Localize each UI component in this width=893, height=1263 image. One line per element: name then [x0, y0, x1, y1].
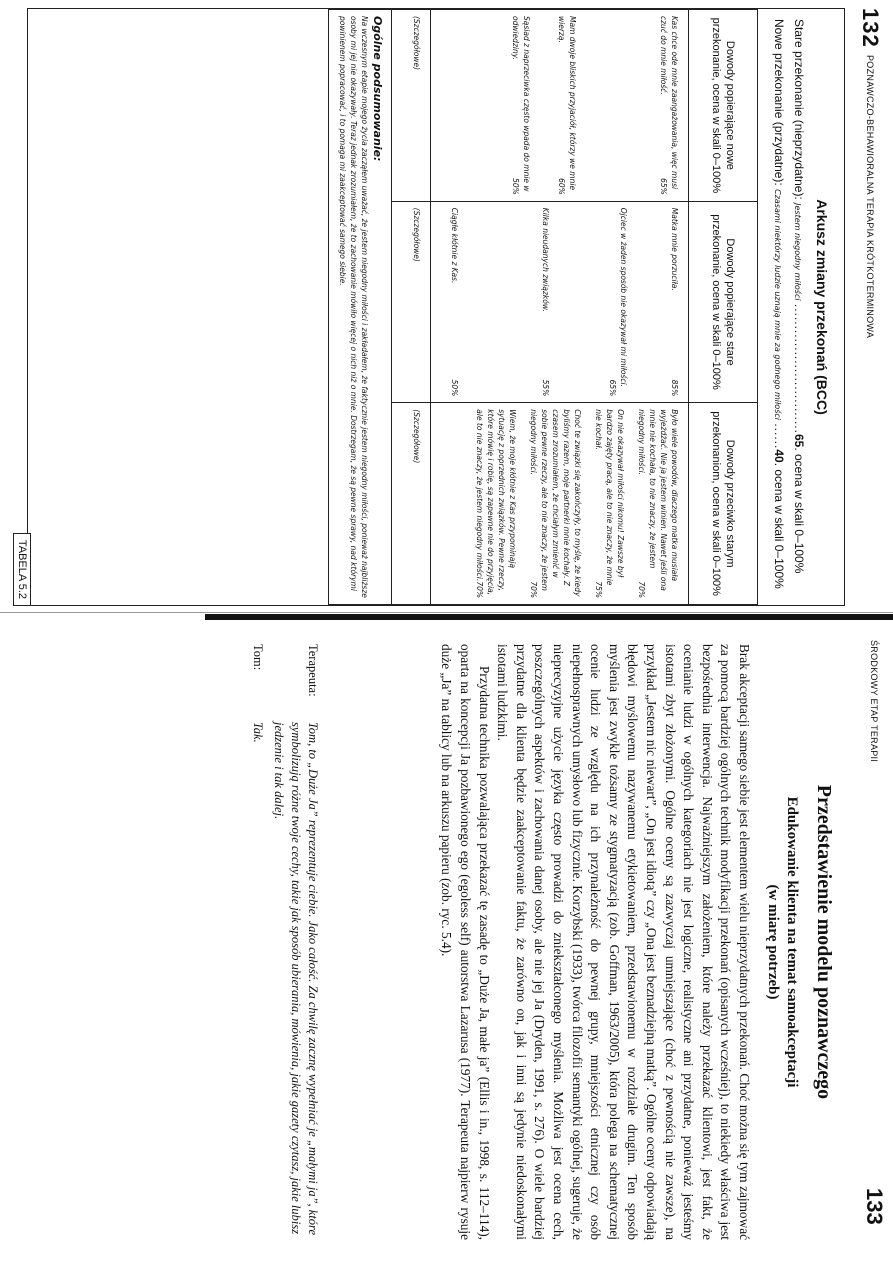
body-text: [437, 644, 753, 1240]
summary-cell: [329, 10, 392, 605]
bcc-title: Arkusz zmiany przekonań (BCC): [814, 199, 830, 415]
evidence-entry: Mam dwoje bliskich przyjaciół, którzy we mnie wierzą. 60%: [557, 16, 577, 195]
new-belief-line: Nowe przekonanie (przydatne): Czasami niektórzy ludzie uznają mnie za godnego miłości ......40. ocena w skali 0–100%: [772, 19, 786, 589]
detail-cell: (Szczegółowe): [392, 201, 431, 402]
evidence-row: [431, 10, 689, 605]
evidence-entry: Ciągłe kłótnie z Kas. 50%: [450, 207, 459, 397]
page-gutter-line: [0, 612, 893, 613]
running-header-132: POZNAWCZO-BEHAWIORALNA TERAPIA KRÓTKOTERMINOWA: [865, 55, 875, 339]
col3-cell: [431, 403, 689, 605]
evidence-entry: Matka mnie porzuciła. 85%: [670, 207, 679, 397]
paragraph: Brak akceptacji samego siebie jest elementem wielu nieprzydatnych przekonań. Choć można się tym zajmować za pomocą bardziej ogólnych technik modyfikacji przekonań (opisanych wcześniej), to niekiedy właściwa jest bezpośrednia interwencja. Najważniejszym założeniem, które należy przekazać klientowi, jest fakt, że ocenianie ludzi w ogólnych kategoriach nie jest logiczne, realistyczne ani przydatne, ponieważ jesteśmy istotami zbyt złożonymi. Ogólne oceny są zazwyczaj umniejszające (choć z pewnością nie zawsze), na przykład „Jestem nic niewart”, „On jest idiotą” czy „Ona jest beznadziejną matką”. Ogólne oceny odpowiadają błędowi myślowemu nazywanemu etykietowaniem, przedstawionemu w rozdziale drugim. Ten sposób myślenia jest zwykle tożsamy ze stygmatyzacją (zob. Goffman, 1963/2005), która polega na schematycznej ocenie ludzi ze względu na ich przynależność do pewnej grupy, mniejszości etnicznej czy osób niepełnosprawnych umysłowo lub fizycznie. Korzybski (1933), twórca filozofii semantyki ogólnej, sugeruje, że nieprecyzyjne użycie języka często prowadzi do zniekształconego myślenia. Możliwa jest ocena cech, poszczególnych aspektów i zachowania danej osoby, ale nie jej Ja (Dryden, 1991, s. 276). O wiele bardziej przydatne dla klienta będzie zaakceptowanie faktu, że zarówno on, jak i inni są jedynie niedoskonałymi istotami ludzkimi.: [495, 644, 752, 1240]
summary-row: [329, 10, 392, 605]
page-132: [0, 0, 893, 620]
evidence-entry: Kas chce ode mnie zaangażowania, więc musi czuć do mnie miłość. 65%: [659, 16, 679, 195]
subsection-note: (w miarę potrzeb): [765, 884, 781, 1000]
bcc-form: [27, 8, 845, 606]
paragraph: Przydatna technika pozwalająca przekazać tę zasadę to „Duże Ja, małe ja” (Ellis i in., 1998, s. 112–114), oparta na koncepcji Ja pozbawionego ego (egoless self) autorstwa Lazarusa (1977). Terapeuta najpierw rysuje duże „Ja” na tablicy lub na arkuszu papieru (zob. ryc. 5.4).: [439, 644, 492, 1240]
evidence-entry: Sąsiad z naprzeciwka często wpada do mnie w odwiedziny. 50%: [511, 16, 531, 195]
subsection-title: [763, 632, 801, 1252]
speaker: Tom:: [251, 644, 265, 671]
summary-label: Ogólne podsumowanie:: [371, 16, 384, 162]
detail-cell: (Szczegółowe): [392, 10, 431, 202]
page-133: [0, 632, 893, 1252]
table-tag: TABELA 5.2: [13, 533, 31, 606]
running-header-133: ŚRODKOWY ETAP TERAPII: [869, 640, 879, 763]
evidence-entry: Wiem, że moje kłótnie z Kas przypominają sytuację z poprzednich związków. Pewne rzeczy, które mówię i robię, są zapewne nie do przyjęcia, ale to nie znaczy, że jestem niegodny miłości. 70%: [475, 409, 517, 598]
evidence-entry: Ojciec w żaden sposób nie okazywał mi miłości. 65%: [608, 207, 628, 397]
page-number-132: 132: [858, 8, 883, 48]
page-gutter-shadow: [205, 614, 893, 620]
detail-row: [392, 10, 431, 605]
old-belief-suffix: . ocena w skali 0–100%: [792, 447, 806, 574]
section-title: Przedstawienie modelu poznawczego: [813, 784, 835, 1100]
old-belief-line: Stare przekonanie (nieprzydatne): Jestem niegodny miłości ..............................65. ocena w skali 0–100%: [792, 19, 806, 574]
summary-text: Na wczesnym etapie mojego życia zacząłem uważać, że jestem niegodny miłości i zakładałem, że faktycznie jestem niegodny miłości, ponieważ najbliższe osoby mi jej nie okazywały. Teraz jednak zrozumiałem, że to zachowanie mówiło więcej o nich niż o mnie. Dostrzegam, że są pewne sprawy, nad którymi powinienem popracować, i to pomaga mi zaakceptować samego siebie.: [338, 16, 369, 598]
old-belief-score: 65: [792, 433, 806, 448]
evidence-entry: Kilka nieudanych związków. 55%: [541, 207, 550, 397]
bcc-table: [328, 9, 758, 605]
column-header: Dowody popierające stare przekonanie, ocena w skali 0–100%: [689, 201, 758, 402]
detail-cell: (Szczegółowe): [392, 403, 431, 605]
dialog-line: [270, 644, 321, 1240]
speaker: Terapeuta:: [306, 644, 320, 697]
evidence-entry: Choć te związki się zakończyły, to myślę, że kiedy byliśmy razem, moje partnerki mnie kochały. Z czasem zrozumiałem, że chciałym zmienić w sobie pewne rzeczy, ale to nie znaczy, że jestem niegodny miłości. 70%: [529, 409, 582, 598]
col2-cell: [431, 201, 689, 402]
new-belief-score: 40: [772, 449, 786, 463]
new-belief-suffix: . ocena w skali 0–100%: [772, 462, 786, 589]
evidence-entry: Było wiele powodów, dlaczego matka musiała wyjeżdżać. Nie ja jestem winien. Nawet jeśli ona mnie nie kochała, to nie znaczy, że jestem niegodny miłości. 70%: [637, 409, 679, 598]
page-number-133: 133: [862, 1188, 887, 1225]
old-belief-value: Jestem niegodny miłości: [793, 203, 802, 301]
old-belief-label: Stare przekonanie (nieprzydatne):: [792, 19, 806, 200]
column-header: Dowody przeciwko starym przekonaniom, ocena w skali 0–100%: [689, 403, 758, 605]
column-header: Dowody popierające nowe przekonanie, ocena w skali 0–100%: [689, 10, 758, 202]
subsection-title-text: Edukowanie klienta na temat samoakceptacji: [784, 796, 800, 1088]
new-belief-value: Czasami niektórzy ludzie uznają mnie za godnego miłości: [773, 189, 782, 420]
col1-cell: [431, 10, 689, 202]
new-belief-label: Nowe przekonanie (przydatne):: [772, 19, 786, 186]
utterance: Tak.: [251, 722, 265, 743]
utterance: Tom, to „Duże Ja” reprezentuje ciebie. Jako całość. Za chwilę zacznę wypełniać je „małymi ja”, które symbolizują różne twoje cechy, takie jak sposób ubierania, mówienia, jakie gazety czytasz, jakie lubisz jedzenie i tak dalej.: [272, 722, 320, 1235]
dialog-line: [249, 644, 266, 1240]
dialog: [245, 644, 321, 1240]
evidence-entry: On nie okazywał miłości nikomu! Zawsze był bardzo zajęty pracą, ale to nie znaczy, że mnie nie kochał. 75%: [594, 409, 625, 598]
